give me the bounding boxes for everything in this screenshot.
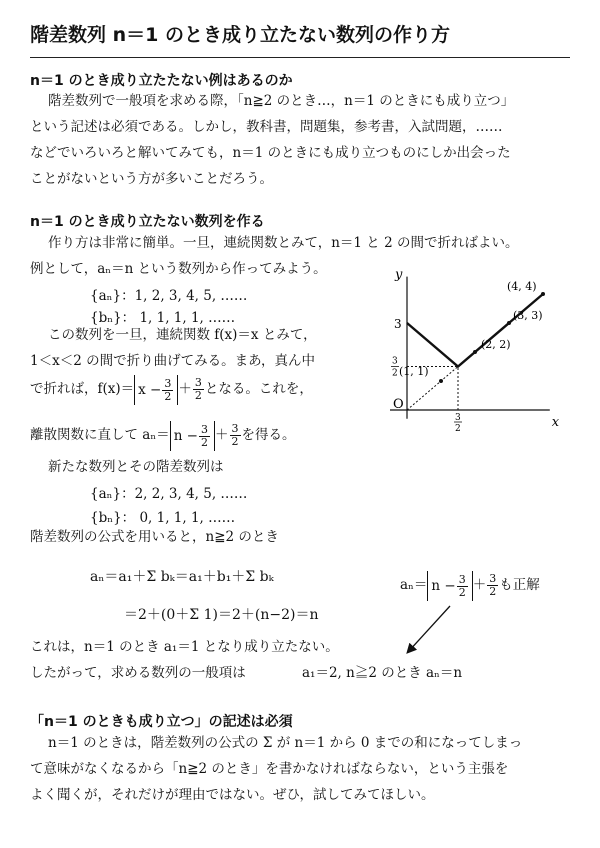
section2-line-1: 作り方は非常に簡単。一旦，連続関数とみて，n＝1 と 2 の間で折ればよい。 bbox=[48, 235, 519, 251]
sequence-b2: {bₙ}： 0, 1, 1, 1, …… bbox=[90, 510, 236, 526]
series-folded-line bbox=[407, 294, 543, 367]
section1-heading: n＝1 のとき成り立たたない例はあるのか bbox=[30, 73, 293, 89]
point-4 bbox=[541, 292, 545, 296]
formula-intro: 階差数列の公式を用いると，n≧2 のとき bbox=[30, 529, 279, 545]
conclusion-2: したがって，求める数列の一般項は bbox=[30, 665, 246, 681]
sequence-a: {aₙ}：1, 2, 3, 4, 5, …… bbox=[90, 288, 248, 304]
point-label-3: (3, 3) bbox=[513, 309, 543, 322]
fold-abs-value bbox=[134, 375, 178, 405]
fold-plus: ＋ bbox=[178, 381, 192, 397]
fold-fraction-1: $\frac{3}{2}$ bbox=[164, 376, 172, 403]
section2-para2-line-2: 1＜x＜2 の間で折り曲げてみる。まあ，真ん中 bbox=[30, 353, 316, 369]
point-3 bbox=[507, 321, 511, 325]
y-tick-frac-den: 2 bbox=[392, 368, 398, 379]
disc-plus: ＋ bbox=[215, 427, 229, 443]
point-1 bbox=[439, 379, 443, 383]
point-label-4: (4, 4) bbox=[507, 280, 537, 293]
origin-label: O bbox=[393, 397, 404, 412]
disc-fraction-2: $\frac{3}{2}$ bbox=[231, 422, 239, 448]
alt-plus: ＋ bbox=[472, 577, 487, 593]
y-tick-3: 3 bbox=[394, 317, 402, 331]
arrow-line bbox=[408, 606, 450, 652]
fold-suffix: となる。これを， bbox=[204, 381, 313, 397]
title-divider bbox=[30, 57, 570, 58]
section1-line-1: 階差数列で一般項を求める際，「n≧2 のとき…，n＝1 のときにも成り立つ」 bbox=[48, 93, 515, 109]
discrete-formula-line bbox=[30, 420, 296, 451]
section2-para2-line-1: この数列を一旦，連続関数 f(x)＝x とみて， bbox=[48, 327, 317, 343]
alt-inner: n − bbox=[431, 577, 456, 594]
section3-line-3: よく聞くが，それだけが理由ではない。ぜひ，試してみてほしい。 bbox=[30, 787, 435, 803]
y-tick-frac-num: 3 bbox=[392, 356, 398, 367]
new-seq-intro: 新たな数列とその階差数列は bbox=[48, 459, 224, 475]
section3-line-2: て意味がなくなるから「n≧2 のとき」を書かなければならない，という主張を bbox=[30, 761, 509, 777]
conclusion-1: これは，n＝1 のとき a₁＝1 となり成り立たない。 bbox=[30, 639, 339, 655]
x-tick-frac-den: 2 bbox=[455, 424, 461, 434]
point-label-2: (2, 2) bbox=[481, 338, 511, 351]
disc-inner: n − bbox=[173, 427, 198, 444]
y-axis-label: y bbox=[395, 267, 403, 283]
fold-fraction-2: $\frac{3}{2}$ bbox=[194, 376, 202, 402]
sequence-b: {bₙ}： 1, 1, 1, 1, …… bbox=[90, 310, 236, 326]
point-label-1: (1, 1) bbox=[399, 365, 429, 378]
equation-2: ＝2＋(0＋Σ 1)＝2＋(n−2)＝n bbox=[124, 607, 319, 623]
section3-line-1: n＝1 のときは，階差数列の公式の Σ が n＝1 から 0 までの和になってしまっ bbox=[48, 735, 523, 751]
equation-1: aₙ＝a₁＋Σ bₖ＝a₁＋b₁＋Σ bₖ bbox=[90, 569, 274, 585]
x-axis-label: x bbox=[551, 415, 560, 430]
point-2 bbox=[473, 350, 477, 354]
alt-fraction-2: $\frac{3}{2}$ bbox=[489, 572, 497, 598]
disc-prefix: 離散関数に直して aₙ＝ bbox=[30, 427, 170, 443]
alt-prefix: aₙ＝ bbox=[400, 577, 428, 593]
alt-suffix: も正解 bbox=[499, 577, 540, 593]
page-title: 階差数列 n＝1 のとき成り立たない数列の作り方 bbox=[30, 24, 450, 46]
sequence-a2: {aₙ}：2, 2, 3, 4, 5, …… bbox=[90, 486, 248, 502]
section1-line-2: という記述は必須である。しかし，教科書，問題集，参考書，入試問題，…… bbox=[30, 119, 503, 135]
fold-inner: x − bbox=[138, 381, 162, 398]
answer: a₁＝2, n≧2 のとき aₙ＝n bbox=[302, 665, 463, 681]
alt-fraction-1: $\frac{3}{2}$ bbox=[458, 572, 466, 599]
alt-answer-note bbox=[400, 570, 540, 601]
disc-fraction-1: $\frac{3}{2}$ bbox=[201, 422, 208, 449]
section2-heading: n＝1 のとき成り立たない数列を作る bbox=[30, 214, 265, 230]
fold-formula-line bbox=[30, 374, 313, 405]
x-tick-frac-num: 3 bbox=[455, 413, 461, 423]
function-graph bbox=[370, 262, 570, 442]
alt-abs-value bbox=[427, 571, 472, 601]
section1-line-3: などでいろいろと解いてみても，n＝1 のときにも成り立つものにしか出会った bbox=[30, 145, 511, 161]
fold-prefix: で折れば，f(x)＝ bbox=[30, 381, 135, 397]
section1-line-4: ことがないという方が多いことだろう。 bbox=[30, 171, 273, 187]
section3-heading: 「n＝1 のときも成り立つ」の記述は必須 bbox=[30, 714, 293, 730]
disc-abs-value bbox=[170, 421, 215, 451]
arrow-to-answer bbox=[400, 600, 460, 660]
section2-line-2: 例として，aₙ＝n という数列から作ってみよう。 bbox=[30, 261, 327, 277]
disc-suffix: を得る。 bbox=[241, 427, 296, 443]
